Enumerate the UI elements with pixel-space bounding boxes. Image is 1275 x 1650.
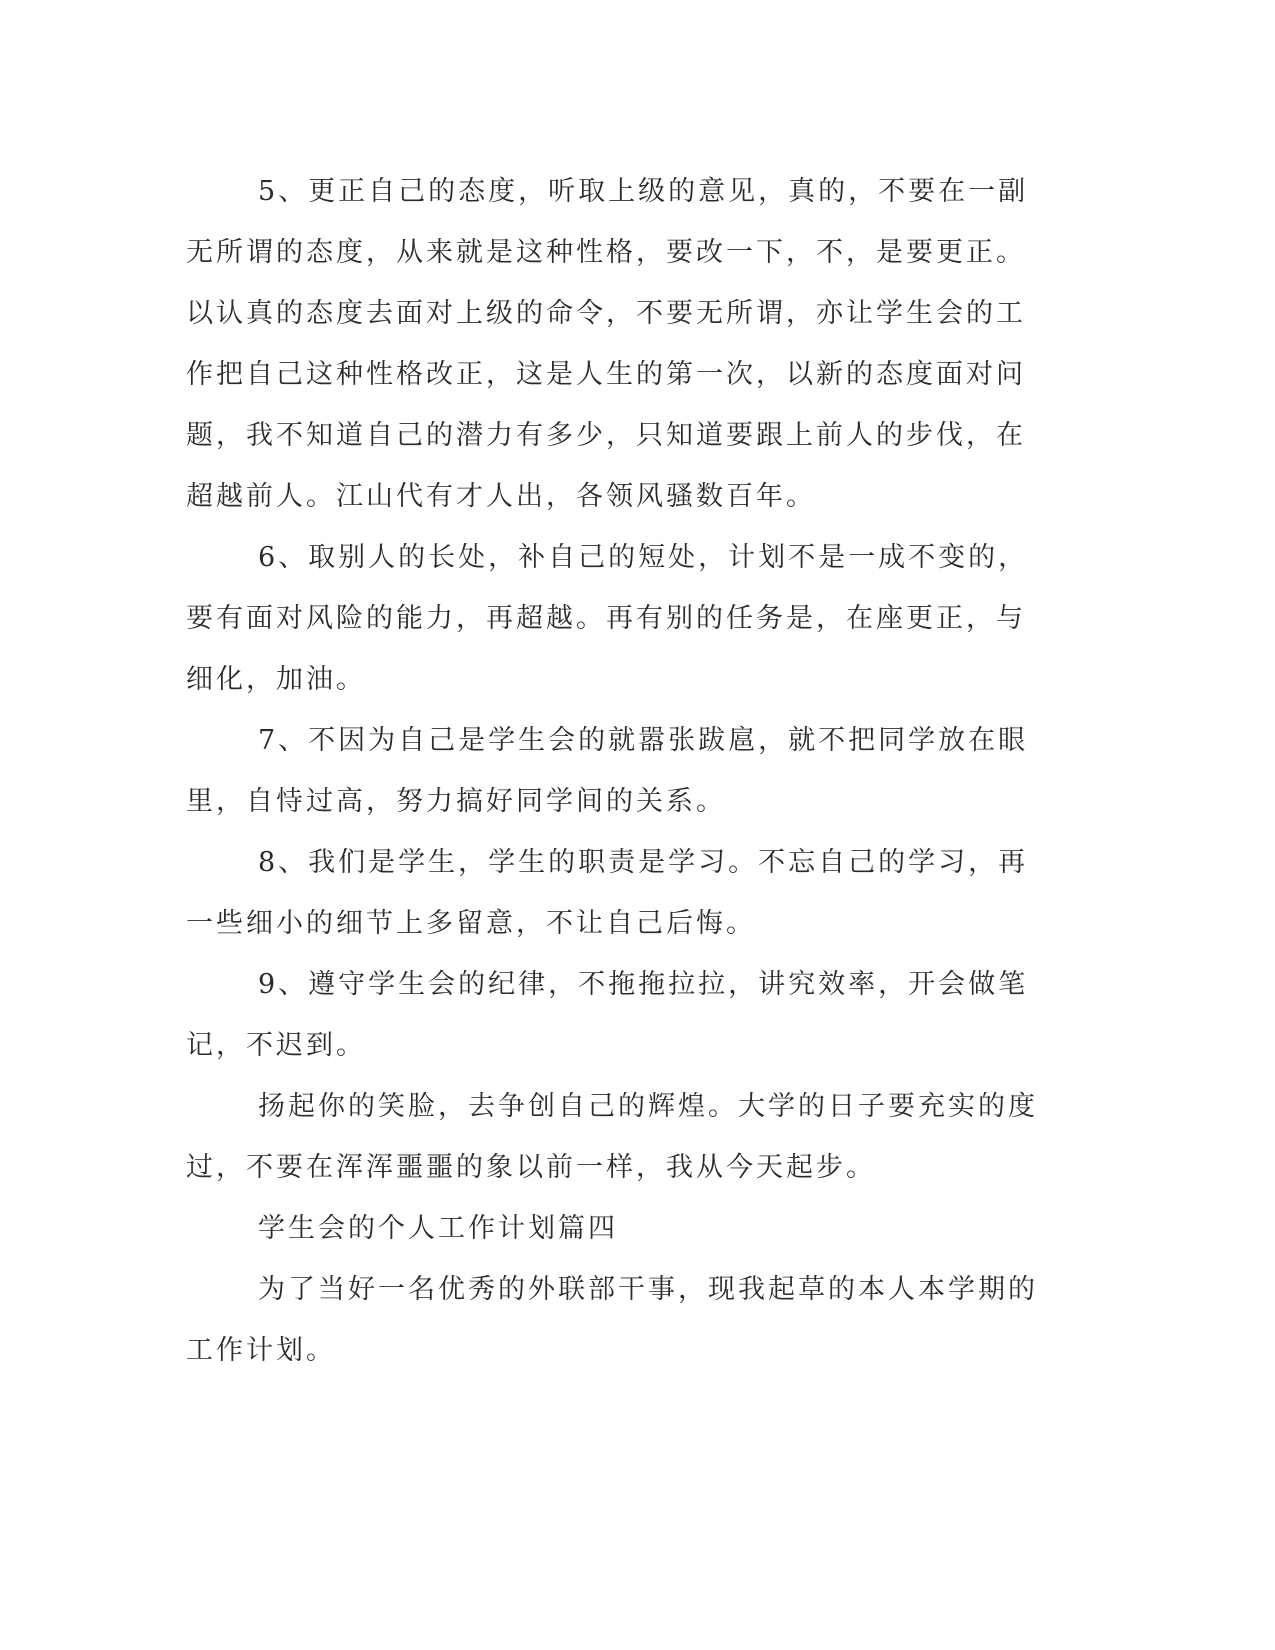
paragraph-item-7: 7、不因为自己是学生会的就嚣张跋扈，就不把同学放在眼里，自恃过高，努力搞好同学间的关系。 [186,725,1029,817]
document-body [186,161,1046,1381]
paragraph-item-5: 5、更正自己的态度，听取上级的意见，真的，不要在一副无所谓的态度，从来就是这种性格，要改一下，不，是要更正。以认真的态度去面对上级的命令，不要无所谓，亦让学生会的工作把自己这种性格改正，这是人生的第一次，以新的态度面对问题，我不知道自己的潜力有多少，只知道要跟上前人的步伐，在超越前人。江山代有才人出，各领风骚数百年。 [186,176,1029,512]
paragraph-item-8: 8、我们是学生，学生的职责是学习。不忘自己的学习，再一些细小的细节上多留意，不让自己后悔。 [186,847,1029,939]
paragraph-item-6: 6、取别人的长处，补自己的短处，计划不是一成不变的，要有面对风险的能力，再超越。再有别的任务是，在座更正，与细化，加油。 [186,542,1029,695]
intro-paragraph: 为了当好一名优秀的外联部干事，现我起草的本人本学期的工作计划。 [186,1274,1038,1366]
section-heading: 学生会的个人工作计划篇四 [258,1213,618,1244]
paragraph-item-9: 9、遵守学生会的纪律，不拖拖拉拉，讲究效率，开会做笔记，不迟到。 [186,969,1029,1061]
closing-paragraph: 扬起你的笑脸，去争创自己的辉煌。大学的日子要充实的度过，不要在浑浑噩噩的象以前一样，我从今天起步。 [186,1091,1038,1183]
